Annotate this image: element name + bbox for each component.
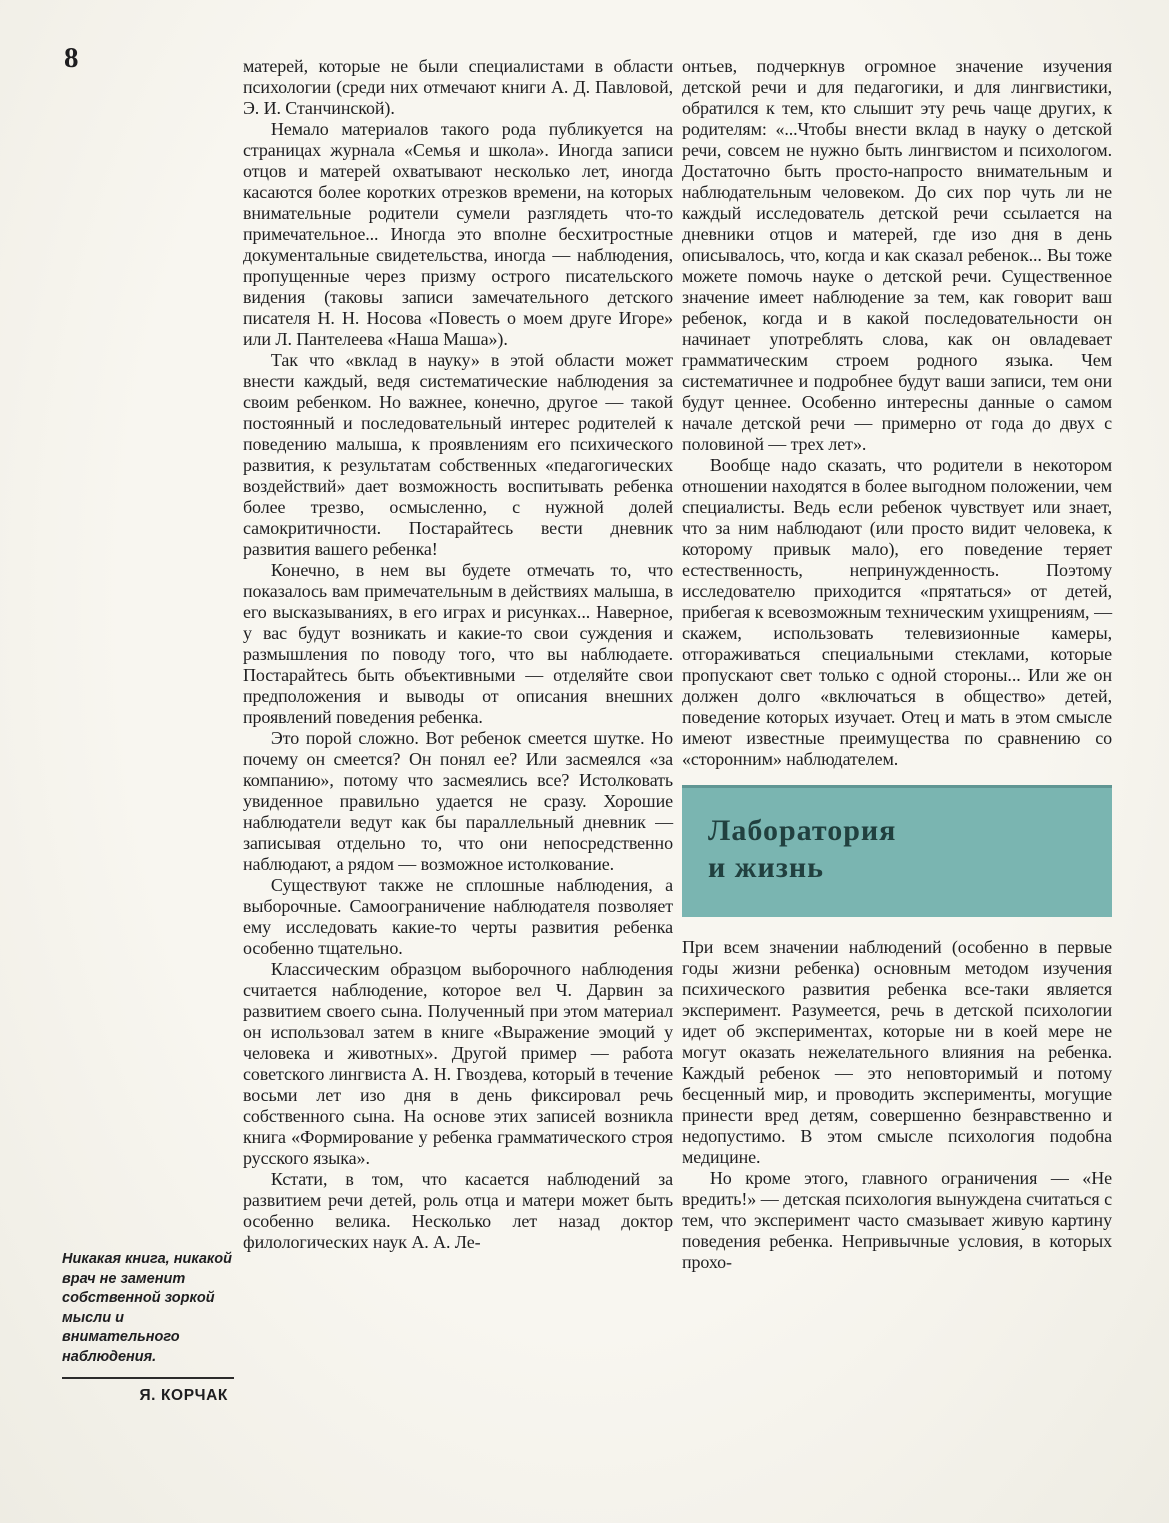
paragraph: Кстати, в том, что касается наблюдений за развитием речи детей, роль отца и матери может быть особенно велика. Несколько лет назад доктор филологических наук А. А. Ле-: [243, 1169, 673, 1252]
paragraph: При всем значении наблюдений (особенно в первые годы жизни ребенка) основным методом изучения психического развития ребенка все-таки является эксперимент. Разумеется, речь в детской психологии идет об экспериментах, которые ни в коей мере не могут оказать нежелательного влияния на ребенка. Каждый ребенок — это неповторимый и потому бесценный мир, и проводить эксперименты, могущие принести вред детям, совершенно безнравственно и недопустимо. В этом смысле психология подобна медицине.: [682, 937, 1112, 1167]
paragraph: Это порой сложно. Вот ребенок смеется шутке. Но почему он смеется? Он понял ее? Или засмеялся «за компанию», потому что засмеялись все? Истолковать увиденное правильно удается не сразу. Хорошие наблюдатели ведут как бы параллельный дневник — записывая отдельно то, что они непосредственно наблюдают, а рядом — возможное истолкование.: [243, 728, 673, 874]
right-text-column: [682, 56, 1112, 1273]
paragraph: Так что «вклад в науку» в этой области может внести каждый, ведя систематические наблюдения за своим ребенком. Но важнее, конечно, другое — такой постоянный и последовательный интерес родителей к поведению малыша, к проявлениям его психического развития, к результатам собственных «педагогических воздействий» дает возможность воспитывать ребенка более трезво, осмысленно, с нужной долей самокритичности. Постарайтесь вести дневник развития вашего ребенка!: [243, 350, 673, 559]
left-text-column: [243, 56, 673, 1253]
section-header-box: [682, 785, 1112, 917]
paragraph: матерей, которые не были специалистами в области психологии (среди них отмечают книги А. Д. Павловой, Э. И. Станчинской).: [243, 56, 673, 118]
margin-quote-block: [62, 1250, 234, 1405]
paragraph: Вообще надо сказать, что родители в некотором отношении находятся в более выгодном положении, чем специалисты. Ведь если ребенок чувствует или знает, что за ним наблюдают (или просто видит человека, к которому привык мало), его поведение теряет естественность, непринужденность. Поэтому исследователю приходится «прятаться» от детей, прибегая к всевозможным техническим ухищрениям, — скажем, использовать телевизионные камеры, отгораживаться специальными стеклами, которые пропускают свет только с одной стороны... Или же он должен долго «включаться в общество» детей, поведение которых изучает. Отец и мать в этом смысле имеют известные преимущества по сравнению со «сторонним» наблюдателем.: [682, 455, 1112, 769]
paragraph: Немало материалов такого рода публикуется на страницах журнала «Семья и школа». Иногда записи отцов и матерей охватывают несколько лет, иногда касаются более коротких отрезков времени, на которых внимательные родители сумели разглядеть что-то примечательное... Иногда это вполне бесхитростные документальные свидетельства, иногда — наблюдения, пропущенные через призму острого писательского видения (таковы записи замечательного детского писателя Н. Н. Носова «Повесть о моем друге Игоре» или Л. Пантелеева «Наша Маша»).: [243, 119, 673, 349]
paragraph: Но кроме этого, главного ограничения — «Не вредить!» — детская психология вынуждена считаться с тем, что эксперимент часто смазывает живую картину поведения ребенка. Непривычные условия, в которых прохо-: [682, 1168, 1112, 1272]
paragraph: Существуют также не сплошные наблюдения, а выборочные. Самоограничение наблюдателя позволяет ему исследовать какие-то черты развития ребенка особенно тщательно.: [243, 875, 673, 958]
section-title-line1: Лаборатория: [708, 814, 897, 847]
section-title-line2: и жизнь: [708, 851, 825, 884]
paragraph: Классическим образцом выборочного наблюдения считается наблюдение, которое вел Ч. Дарвин за развитием своего сына. Полученный при этом материал он использовал затем в книге «Выражение эмоций у человека и животных». Другой пример — работа советского лингвиста А. Н. Гвоздева, который в течение восьми лет изо дня в день фиксировал речь собственного сына. На основе этих записей возникла книга «Формирование у ребенка грамматического строя русского языка».: [243, 959, 673, 1168]
paragraph: онтьев, подчеркнув огромное значение изучения детской речи и для педагогики, и для лингвистики, обратился к тем, кто слышит эту речь чаще других, к родителям: «...Чтобы внести вклад в науку о детской речи, совсем не нужно быть лингвистом и психологом. Достаточно быть просто-напросто внимательным и наблюдательным человеком. До сих пор чуть ли не каждый исследователь детской речи ссылается на дневники отцов и матерей, где изо дня в день описывалось, что, когда и как сказал ребенок... Вы тоже можете помочь науке о детской речи. Существенное значение имеет наблюдение за тем, как говорит ваш ребенок, когда и в какой последовательности он начинает употреблять слова, как он овладевает грамматическим строем родного языка. Чем систематичнее и подробнее будут ваши записи, тем они будут ценнее. Особенно интересны данные о самом начале детской речи — примерно от года до двух с половиной — трех лет».: [682, 56, 1112, 454]
page-number: 8: [64, 42, 79, 74]
paragraph: Конечно, в нем вы будете отмечать то, что показалось вам примечательным в действиях малыша, в его высказываниях, в его играх и рисунках... Наверное, у вас будут возникать и какие-то свои суждения и размышления по поводу того, что вы наблюдаете. Постарайтесь быть объективными — отделяйте свои предположения и выводы от описания внешних проявлений поведения ребенка.: [243, 560, 673, 727]
right-column-top-text: [682, 56, 1112, 770]
right-column-bottom-text: [682, 937, 1112, 1273]
quote-attribution: Я. КОРЧАК: [139, 1387, 228, 1404]
margin-quote-text: Никакая книга, никакой врач не заменит собственной зоркой мысли и внимательного наблюдения.: [62, 1251, 232, 1365]
